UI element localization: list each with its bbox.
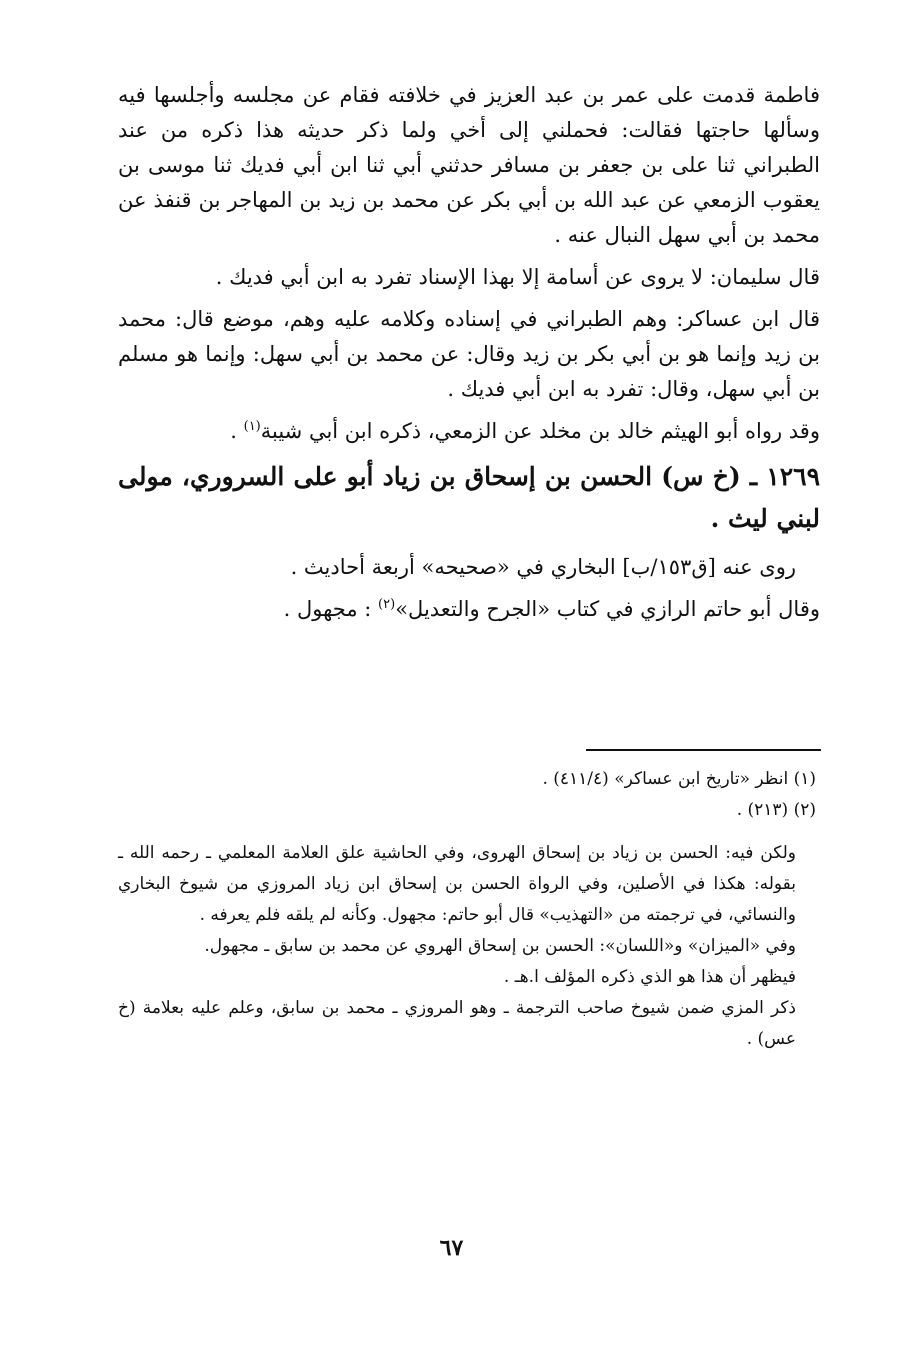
footnote-ref-1: (١) bbox=[243, 419, 261, 434]
footnote-2-comment-4: ذكر المزي ضمن شيوخ صاحب الترجمة ـ وهو المروزي ـ محمد بن سابق، وعلم عليه بعلامة (خ عس) . bbox=[118, 998, 796, 1049]
page-number: ٦٧ bbox=[439, 1235, 464, 1261]
paragraph-abu-hatim-text: وقال أبو حاتم الرازي في كتاب «الجرح والتعديل» bbox=[395, 597, 820, 621]
footnote-1: (١) انظر «تاريخ ابن عساكر» (٤١١/٤) . bbox=[542, 769, 816, 789]
paragraph-abu-haytham-text: وقد رواه أبو الهيثم خالد بن مخلد عن الزمعي، ذكره ابن أبي شيبة bbox=[260, 419, 820, 443]
footnote-divider bbox=[586, 749, 821, 751]
paragraph-narrated: روى عنه [ق١٥٣/ب] البخاري في «صحيحه» أربعة أحاديث . bbox=[290, 555, 796, 579]
paragraph-sulayman: قال سليمان: لا يروى عن أسامة إلا بهذا الإسناد تفرد به ابن أبي فديك . bbox=[215, 265, 820, 289]
footnote-2-comment-2: وفي «الميزان» و«اللسان»: الحسن بن إسحاق الهروي عن محمد بن سابق ـ مجهول. bbox=[204, 936, 796, 956]
paragraph-abu-hatim bbox=[118, 592, 820, 627]
paragraph-abu-hatim-end: : مجهول . bbox=[283, 597, 379, 621]
footnote-ref-2: (٢) bbox=[378, 597, 396, 612]
main-text bbox=[118, 78, 820, 634]
paragraph-fatima: فاطمة قدمت على عمر بن عبد العزيز في خلافته فقام عن مجلسه وأجلسها فيه وسألها حاجتها فقالت: فحملني إلى أخي ولما ذكر حديثه هذا ذكره من عند الطبراني ثنا على بن جعفر بن مسافر حدثني أبي ثنا ابن أبي فديك ثنا موسى بن يعقوب الزمعي عن عبد الله بن أبي بكر عن محمد بن زيد بن المهاجر بن قنفذ عن محمد بن أبي سهل النبال عنه . bbox=[118, 83, 820, 247]
entry-heading: ١٢٦٩ ـ (خ س) الحسن بن إسحاق بن زياد أبو على السروري، مولى لبني ليث . bbox=[118, 462, 820, 533]
footnote-2-comment-3: فيظهر أن هذا هو الذي ذكره المؤلف ا.هـ . bbox=[503, 967, 796, 987]
paragraph-abu-haytham-end: . bbox=[230, 419, 244, 443]
paragraph-abu-haytham bbox=[118, 414, 820, 449]
paragraph-ibn-asakir: قال ابن عساكر: وهم الطبراني في إسناده وكلامه عليه وهم، موضع قال: محمد بن زيد وإنما هو بن أبي بكر بن زيد وقال: عن محمد بن أبي سهل: وإنما هو مسلم بن أبي سهل، وقال: تفرد به ابن أبي فديك . bbox=[118, 307, 820, 401]
footnote-2-comment-1: ولكن فيه: الحسن بن زياد بن إسحاق الهروى، وفي الحاشية علق العلامة المعلمي ـ رحمه الله ـ بقوله: هكذا في الأصلين، وفي الرواة الحسن بن إسحاق ابن زياد المروزي من شيوخ البخاري والنسائي، في ترجمته من «التهذيب» قال أبو حاتم: مجهول. وكأنه لم يلقه فلم يعرفه . bbox=[118, 843, 796, 925]
footnote-2: (٢) (٢١٣) . bbox=[736, 800, 816, 820]
footnotes bbox=[118, 764, 820, 1055]
